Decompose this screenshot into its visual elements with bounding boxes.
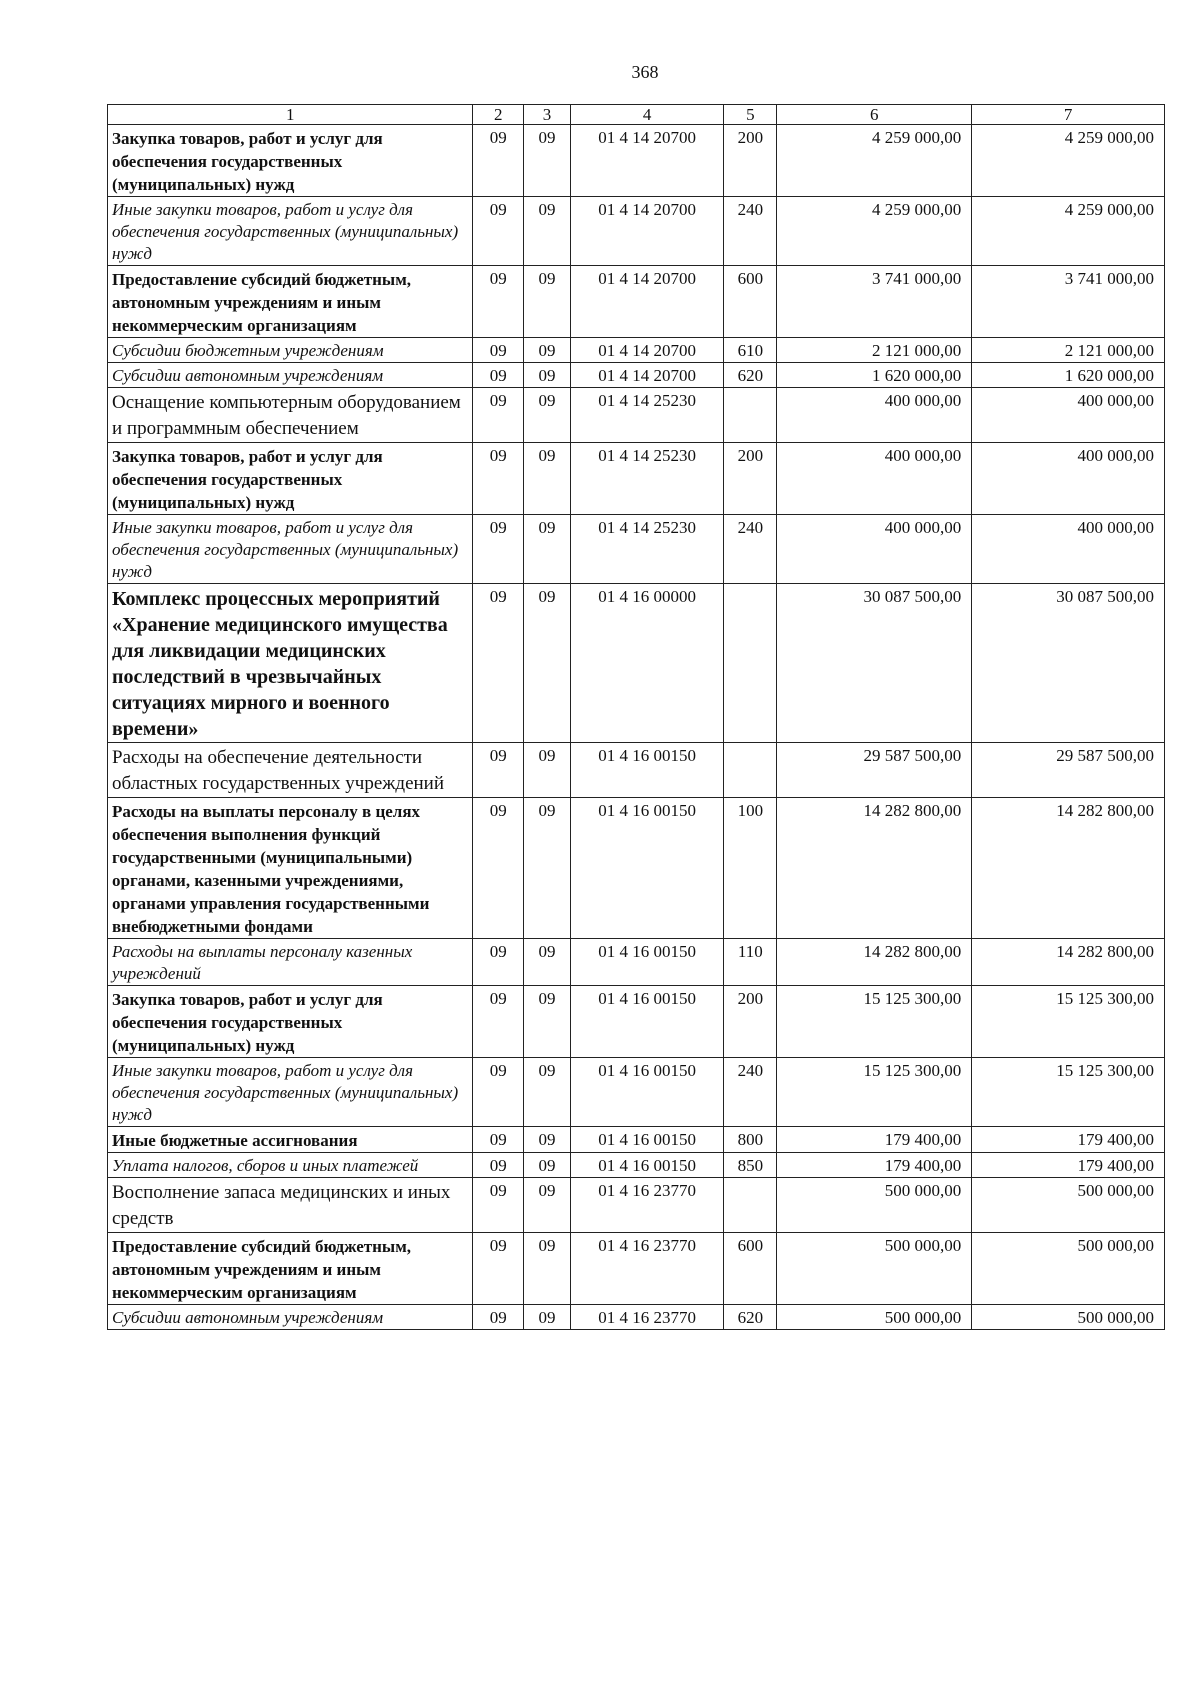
row-name-cell: Иные бюджетные ассигнования [108,1127,473,1153]
row-name-cell: Предоставление субсидий бюджетным, автономным учреждениям и иным некоммерческим организациям [108,266,473,338]
row-name-cell: Закупка товаров, работ и услуг для обеспечения государственных (муниципальных) нужд [108,443,473,515]
row-name-cell: Иные закупки товаров, работ и услуг для обеспечения государственных (муниципальных) нужд [108,1058,473,1127]
header-col-3: 3 [524,105,571,125]
row-name-cell: Предоставление субсидий бюджетным, автономным учреждениям и иным некоммерческим организациям [108,1233,473,1305]
row-name-cell: Закупка товаров, работ и услуг для обеспечения государственных (муниципальных) нужд [108,125,473,197]
header-col-1: 1 [108,105,473,125]
page-number: 368 [631,62,659,82]
header-col-6: 6 [777,105,972,125]
row-name-cell: Иные закупки товаров, работ и услуг для обеспечения государственных (муниципальных) нужд [108,515,473,584]
table-row [108,1127,1165,1153]
subsection-code-cell: 09 [524,125,571,197]
target-article-cell: 01 4 14 20700 [570,363,724,388]
amount-year-1-cell: 400 000,00 [777,388,972,443]
amount-year-2-cell: 4 259 000,00 [972,197,1165,266]
amount-year-2-cell: 14 282 800,00 [972,798,1165,939]
section-code-cell: 09 [473,363,524,388]
amount-year-1-cell: 179 400,00 [777,1127,972,1153]
table-row [108,1058,1165,1127]
amount-year-1-cell: 2 121 000,00 [777,338,972,363]
section-code-cell: 09 [473,443,524,515]
amount-year-1-cell: 14 282 800,00 [777,939,972,986]
table-row [108,388,1165,443]
target-article-cell: 01 4 16 00150 [570,1058,724,1127]
amount-year-2-cell: 400 000,00 [972,443,1165,515]
row-name-cell: Иные закупки товаров, работ и услуг для обеспечения государственных (муниципальных) нужд [108,197,473,266]
table-row [108,197,1165,266]
expense-type-cell: 200 [724,986,777,1058]
target-article-cell: 01 4 14 20700 [570,338,724,363]
subsection-code-cell: 09 [524,798,571,939]
expense-type-cell [724,388,777,443]
subsection-code-cell: 09 [524,986,571,1058]
table-row [108,363,1165,388]
table-row [108,125,1165,197]
section-code-cell: 09 [473,125,524,197]
expense-type-cell: 800 [724,1127,777,1153]
amount-year-2-cell: 2 121 000,00 [972,338,1165,363]
header-col-7: 7 [972,105,1165,125]
expense-type-cell: 240 [724,197,777,266]
target-article-cell: 01 4 16 00150 [570,1153,724,1178]
table-row [108,443,1165,515]
amount-year-1-cell: 4 259 000,00 [777,197,972,266]
amount-year-2-cell: 14 282 800,00 [972,939,1165,986]
amount-year-2-cell: 15 125 300,00 [972,1058,1165,1127]
expense-type-cell: 110 [724,939,777,986]
target-article-cell: 01 4 16 00000 [570,584,724,743]
table-row [108,798,1165,939]
amount-year-2-cell: 3 741 000,00 [972,266,1165,338]
header-col-5: 5 [724,105,777,125]
expense-type-cell: 600 [724,1233,777,1305]
amount-year-1-cell: 400 000,00 [777,515,972,584]
target-article-cell: 01 4 14 20700 [570,197,724,266]
section-code-cell: 09 [473,939,524,986]
amount-year-2-cell: 29 587 500,00 [972,743,1165,798]
table-row [108,1178,1165,1233]
section-code-cell: 09 [473,1153,524,1178]
table-row [108,986,1165,1058]
section-code-cell: 09 [473,515,524,584]
header-row [108,105,1165,125]
target-article-cell: 01 4 14 25230 [570,515,724,584]
subsection-code-cell: 09 [524,338,571,363]
table-row [108,515,1165,584]
amount-year-2-cell: 15 125 300,00 [972,986,1165,1058]
section-code-cell: 09 [473,1127,524,1153]
amount-year-2-cell: 500 000,00 [972,1233,1165,1305]
table-row [108,939,1165,986]
amount-year-1-cell: 29 587 500,00 [777,743,972,798]
amount-year-1-cell: 500 000,00 [777,1178,972,1233]
expense-type-cell [724,743,777,798]
expense-type-cell: 600 [724,266,777,338]
expense-type-cell: 620 [724,1305,777,1330]
amount-year-1-cell: 1 620 000,00 [777,363,972,388]
subsection-code-cell: 09 [524,584,571,743]
target-article-cell: 01 4 16 00150 [570,1127,724,1153]
amount-year-2-cell: 400 000,00 [972,388,1165,443]
expense-type-cell: 240 [724,515,777,584]
target-article-cell: 01 4 16 23770 [570,1233,724,1305]
expense-type-cell: 200 [724,443,777,515]
amount-year-1-cell: 500 000,00 [777,1233,972,1305]
section-code-cell: 09 [473,1058,524,1127]
amount-year-1-cell: 4 259 000,00 [777,125,972,197]
amount-year-2-cell: 179 400,00 [972,1127,1165,1153]
row-name-cell: Уплата налогов, сборов и иных платежей [108,1153,473,1178]
expense-type-cell: 850 [724,1153,777,1178]
expense-type-cell [724,1178,777,1233]
subsection-code-cell: 09 [524,197,571,266]
subsection-code-cell: 09 [524,388,571,443]
table-row [108,1153,1165,1178]
table-row [108,1305,1165,1330]
section-code-cell: 09 [473,743,524,798]
expense-type-cell: 200 [724,125,777,197]
target-article-cell: 01 4 14 25230 [570,388,724,443]
target-article-cell: 01 4 16 23770 [570,1305,724,1330]
row-name-cell: Субсидии автономным учреждениям [108,1305,473,1330]
section-code-cell: 09 [473,338,524,363]
subsection-code-cell: 09 [524,1153,571,1178]
row-name-cell: Восполнение запаса медицинских и иных средств [108,1178,473,1233]
table-row [108,584,1165,743]
target-article-cell: 01 4 16 23770 [570,1178,724,1233]
amount-year-1-cell: 3 741 000,00 [777,266,972,338]
subsection-code-cell: 09 [524,515,571,584]
row-name-cell: Комплекс процессных мероприятий «Хранение медицинского имущества для ликвидации медицинских последствий в чрезвычайных ситуациях мирного и военного времени» [108,584,473,743]
amount-year-2-cell: 500 000,00 [972,1178,1165,1233]
table-body [108,125,1165,1330]
subsection-code-cell: 09 [524,939,571,986]
section-code-cell: 09 [473,1233,524,1305]
section-code-cell: 09 [473,798,524,939]
amount-year-2-cell: 30 087 500,00 [972,584,1165,743]
amount-year-2-cell: 179 400,00 [972,1153,1165,1178]
section-code-cell: 09 [473,388,524,443]
amount-year-2-cell: 500 000,00 [972,1305,1165,1330]
subsection-code-cell: 09 [524,266,571,338]
amount-year-1-cell: 500 000,00 [777,1305,972,1330]
amount-year-2-cell: 400 000,00 [972,515,1165,584]
subsection-code-cell: 09 [524,1305,571,1330]
table-row [108,1233,1165,1305]
subsection-code-cell: 09 [524,1178,571,1233]
row-name-cell: Оснащение компьютерным оборудованием и программным обеспечением [108,388,473,443]
row-name-cell: Расходы на выплаты персоналу в целях обеспечения выполнения функций государственными (муниципальными) органами, казенными учреждениями, органами управления государственными внебюджетными фондами [108,798,473,939]
amount-year-1-cell: 14 282 800,00 [777,798,972,939]
expense-type-cell: 620 [724,363,777,388]
subsection-code-cell: 09 [524,1058,571,1127]
amount-year-2-cell: 1 620 000,00 [972,363,1165,388]
subsection-code-cell: 09 [524,743,571,798]
target-article-cell: 01 4 16 00150 [570,986,724,1058]
amount-year-1-cell: 179 400,00 [777,1153,972,1178]
row-name-cell: Расходы на выплаты персоналу казенных учреждений [108,939,473,986]
table-row [108,338,1165,363]
header-col-2: 2 [473,105,524,125]
expense-type-cell: 610 [724,338,777,363]
expense-type-cell: 100 [724,798,777,939]
target-article-cell: 01 4 14 20700 [570,266,724,338]
target-article-cell: 01 4 16 00150 [570,939,724,986]
header-col-4: 4 [570,105,724,125]
row-name-cell: Субсидии бюджетным учреждениям [108,338,473,363]
table-row [108,743,1165,798]
target-article-cell: 01 4 16 00150 [570,798,724,939]
row-name-cell: Расходы на обеспечение деятельности областных государственных учреждений [108,743,473,798]
budget-table [107,104,1165,1330]
row-name-cell: Закупка товаров, работ и услуг для обеспечения государственных (муниципальных) нужд [108,986,473,1058]
target-article-cell: 01 4 14 25230 [570,443,724,515]
target-article-cell: 01 4 14 20700 [570,125,724,197]
section-code-cell: 09 [473,266,524,338]
section-code-cell: 09 [473,1178,524,1233]
table-row [108,266,1165,338]
section-code-cell: 09 [473,584,524,743]
target-article-cell: 01 4 16 00150 [570,743,724,798]
subsection-code-cell: 09 [524,443,571,515]
amount-year-1-cell: 400 000,00 [777,443,972,515]
subsection-code-cell: 09 [524,363,571,388]
subsection-code-cell: 09 [524,1233,571,1305]
expense-type-cell: 240 [724,1058,777,1127]
amount-year-1-cell: 15 125 300,00 [777,1058,972,1127]
section-code-cell: 09 [473,1305,524,1330]
expense-type-cell [724,584,777,743]
section-code-cell: 09 [473,986,524,1058]
amount-year-2-cell: 4 259 000,00 [972,125,1165,197]
amount-year-1-cell: 15 125 300,00 [777,986,972,1058]
section-code-cell: 09 [473,197,524,266]
subsection-code-cell: 09 [524,1127,571,1153]
amount-year-1-cell: 30 087 500,00 [777,584,972,743]
row-name-cell: Субсидии автономным учреждениям [108,363,473,388]
